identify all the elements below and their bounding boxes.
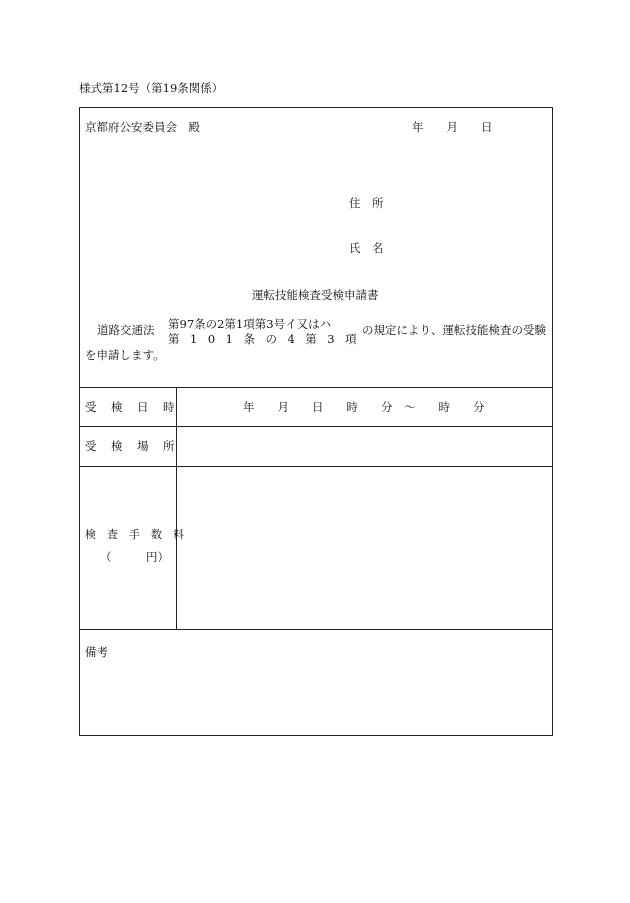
divider-datetime	[79, 426, 553, 427]
article-reference-2: 第101条の4第3項	[168, 332, 368, 346]
exam-place-label: 受 検 場 所	[85, 439, 176, 453]
document-title: 運転技能検査受検申請書	[252, 288, 379, 302]
fee-field	[178, 468, 550, 628]
divider-fee	[79, 629, 553, 630]
addressee: 京都府公安委員会 殿	[85, 120, 200, 134]
exam-datetime-label: 受 検 日 時	[85, 400, 176, 414]
name-field	[390, 237, 545, 259]
body-closing: を申請します。	[85, 348, 165, 362]
form-number: 様式第12号（第19条関係）	[79, 81, 224, 95]
fee-label: 検 査 手 数 料	[85, 528, 184, 541]
remarks-label: 備考	[85, 645, 108, 659]
remarks-field	[81, 664, 549, 732]
address-label: 住 所	[349, 196, 384, 210]
divider-header	[79, 387, 553, 388]
exam-place-field	[178, 428, 550, 465]
article-reference-1: 第97条の2第1項第3号イ又はハ	[168, 317, 332, 331]
exam-datetime-units: 年 月 日 時 分 ～ 時 分	[243, 400, 485, 414]
body-continuation: の規定により、運転技能検査の受験	[362, 323, 546, 337]
fee-amount: （ 円）	[100, 550, 169, 564]
label-column-divider	[176, 387, 177, 629]
divider-place	[79, 466, 553, 467]
application-date: 年 月 日	[412, 120, 493, 134]
address-field	[390, 192, 545, 214]
law-name: 道路交通法	[97, 323, 155, 337]
name-label: 氏 名	[349, 241, 384, 255]
